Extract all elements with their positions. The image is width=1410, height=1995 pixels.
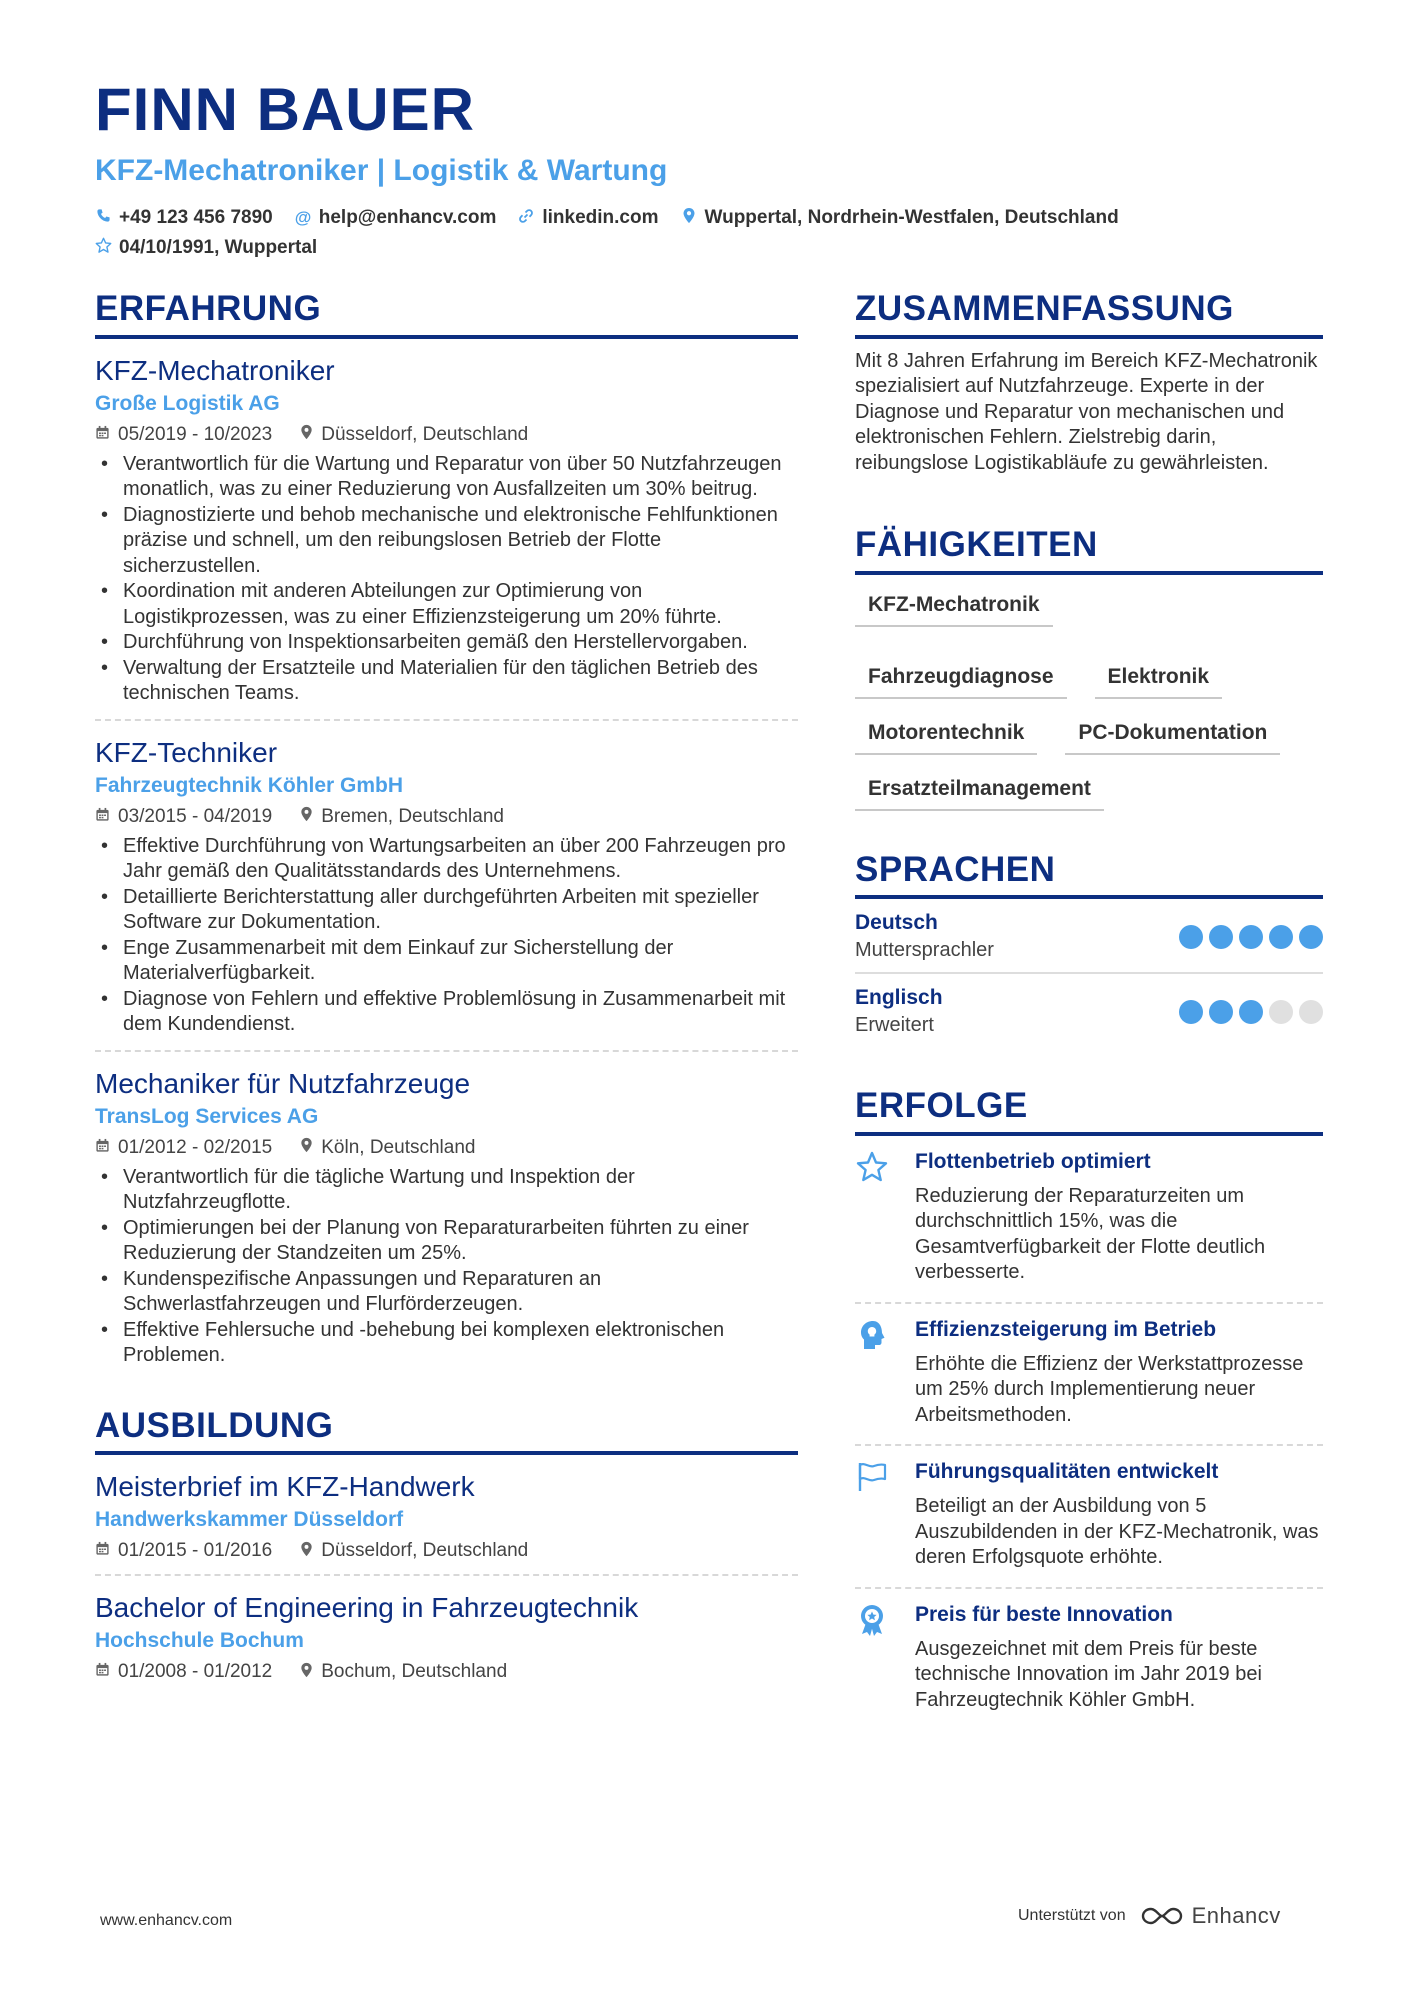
education-location-wrap: [300, 1661, 507, 1683]
job-location: Bremen, Deutschland: [321, 805, 504, 827]
contact-linkedin-text: linkedin.com: [542, 207, 659, 228]
achievement-item: [855, 1136, 1323, 1304]
experience-heading: ERFAHRUNG: [95, 290, 798, 339]
skill-tag: Motorentechnik: [855, 715, 1037, 755]
language-rating: [1179, 925, 1323, 949]
job-bullet: • Verantwortlich für die tägliche Wartung und Inspektion der Nutzfahrzeugflotte.: [95, 1165, 798, 1216]
at-icon: @: [294, 208, 312, 227]
contact-email[interactable]: [295, 206, 497, 230]
company-name: TransLog Services AG: [95, 1104, 319, 1128]
rating-dot-filled: [1269, 925, 1293, 949]
job-bullets: [95, 1165, 798, 1369]
education-heading: AUSBILDUNG: [95, 1407, 798, 1456]
summary-text: Mit 8 Jahren Erfahrung im Bereich KFZ-Mechatronik spezialisiert auf Nutzfahrzeuge. Experte in der Diagnose und Reparatur von mechanischen und elektronischen Fehlern. Zielstrebig darin, reibungslose Logistikabläufe zu gewährleisten.: [855, 349, 1318, 474]
education-dates: 01/2008 - 01/2012: [118, 1661, 273, 1682]
education-location: Düsseldorf, Deutschland: [321, 1540, 529, 1561]
job-location-wrap: [300, 1137, 475, 1159]
rating-dot-filled: [1209, 925, 1233, 949]
achievement-item: [855, 1589, 1323, 1730]
degree-title: Bachelor of Engineering in Fahrzeugtechnik: [95, 1592, 639, 1623]
language-level: Erweitert: [855, 1014, 934, 1036]
star-outline-icon: [855, 1150, 915, 1286]
contact-birth-text: 04/10/1991, Wuppertal: [119, 237, 318, 258]
calendar-icon: [95, 807, 110, 827]
degree-title: Meisterbrief im KFZ-Handwerk: [95, 1471, 475, 1502]
footer-branding: [1018, 1903, 1281, 1929]
job-bullet: • Diagnostizierte und behob mechanische und elektronische Fehlfunktionen präzise und schnell, um den reibungslosen Betrieb der Flotte sicherzustellen.: [95, 503, 798, 580]
school-name: Hochschule Bochum: [95, 1629, 304, 1652]
job-dates: 03/2015 - 04/2019: [118, 805, 273, 827]
contact-phone-text: +49 123 456 7890: [119, 207, 273, 228]
language-name: Deutsch: [855, 911, 938, 934]
achievements-section: [855, 1087, 1323, 1729]
contact-phone[interactable]: [95, 206, 273, 230]
right-column: [855, 290, 1323, 1729]
rating-dot-filled: [1299, 925, 1323, 949]
skill-tag: PC-Dokumentation: [1065, 715, 1280, 755]
candidate-headline: KFZ-Mechatroniker | Logistik & Wartung: [95, 154, 668, 187]
company-name: Fahrzeugtechnik Köhler GmbH: [95, 773, 404, 797]
achievement-body: [915, 1150, 1323, 1286]
skills-list: [855, 587, 1323, 811]
job-location-wrap: [300, 424, 528, 446]
rating-dot-filled: [1179, 925, 1203, 949]
experience-entry: [95, 1052, 798, 1381]
location-pin-icon: [300, 1137, 313, 1158]
job-bullets: [95, 834, 798, 1038]
phone-icon: [95, 208, 111, 228]
job-dates: 05/2019 - 10/2023: [118, 423, 273, 445]
contact-bar: [95, 206, 1345, 260]
achievements-heading: ERFOLGE: [855, 1087, 1323, 1136]
skills-heading: FÄHIGKEITEN: [855, 526, 1323, 575]
powered-by-label: Unterstützt von: [1018, 1907, 1126, 1924]
contact-location-text: Wuppertal, Nordrhein-Westfalen, Deutschland: [704, 207, 1119, 228]
left-column: [95, 290, 798, 1695]
achievement-text: Reduzierung der Reparaturzeiten um durchschnittlich 15%, was die Gesamtverfügbarkeit der Flotte deutlich verbesserte.: [915, 1184, 1266, 1283]
achievement-title: Preis für beste Innovation: [915, 1602, 1173, 1626]
skill-tag: Elektronik: [1095, 659, 1223, 699]
skill-tag: KFZ-Mechatronik: [855, 587, 1053, 627]
education-section: [95, 1407, 798, 1696]
job-bullet: • Koordination mit anderen Abteilungen zur Optimierung von Logistikprozessen, was zu einer Effizienzsteigerung um 20% führte.: [95, 579, 798, 630]
achievement-body: [915, 1603, 1323, 1714]
brand-logo[interactable]: [1140, 1903, 1281, 1929]
education-location: Bochum, Deutschland: [321, 1661, 508, 1682]
achievement-text: Beteiligt an der Ausbildung von 5 Auszubildenden in der KFZ-Mechatronik, was deren Erfolgsquote erhöhte.: [915, 1495, 1319, 1568]
head-bulb-icon: [855, 1318, 915, 1429]
footer-website[interactable]: www.enhancv.com: [100, 1912, 233, 1929]
job-bullet: • Verantwortlich für die Wartung und Reparatur von über 50 Nutzfahrzeugen monatlich, was zu einer Reduzierung von Ausfallzeiten um 30% beitrug.: [95, 452, 798, 503]
job-location: Düsseldorf, Deutschland: [321, 423, 529, 445]
school-name: Handwerkskammer Düsseldorf: [95, 1508, 404, 1531]
location-pin-icon: [300, 1541, 313, 1562]
language-row: [855, 974, 1323, 1047]
contact-location: [681, 206, 1119, 230]
achievement-item: [855, 1304, 1323, 1447]
company-name: Große Logistik AG: [95, 391, 280, 415]
award-icon: [855, 1603, 915, 1714]
language-info: [855, 911, 994, 962]
job-bullet: • Diagnose von Fehlern und effektive Problemlösung in Zusammenarbeit mit dem Kundendienst.: [95, 987, 798, 1038]
job-bullet: • Optimierungen bei der Planung von Reparaturarbeiten führten zu einer Reduzierung der Standzeiten um 25%.: [95, 1216, 798, 1267]
link-icon: [518, 208, 534, 229]
education-entry: [95, 1576, 798, 1695]
location-pin-icon: [300, 806, 313, 827]
job-bullet: • Durchführung von Inspektionsarbeiten gemäß den Herstellervorgaben.: [95, 630, 798, 656]
languages-section: [855, 851, 1323, 1048]
rating-dot-empty: [1299, 1000, 1323, 1024]
achievement-body: [915, 1318, 1323, 1429]
location-pin-icon: [300, 424, 313, 445]
job-dates: 01/2012 - 02/2015: [118, 1136, 273, 1158]
achievement-title: Führungsqualitäten entwickelt: [915, 1460, 1219, 1483]
language-name: Englisch: [855, 986, 943, 1009]
achievement-body: [915, 1460, 1323, 1571]
flag-icon: [855, 1460, 915, 1571]
calendar-icon: [95, 1662, 110, 1682]
contact-linkedin[interactable]: [518, 206, 658, 230]
language-level: Muttersprachler: [855, 939, 994, 961]
job-meta: [95, 424, 798, 446]
job-title: KFZ-Mechatroniker: [95, 354, 335, 386]
star-icon: [95, 237, 111, 259]
education-location-wrap: [300, 1540, 528, 1562]
contact-email-text: help@enhancv.com: [318, 207, 497, 228]
job-title: KFZ-Techniker: [95, 736, 278, 768]
job-location: Köln, Deutschland: [321, 1136, 476, 1158]
job-location-wrap: [300, 806, 504, 828]
job-bullet: • Verwaltung der Ersatzteile und Materialien für den täglichen Betrieb des technischen Teams.: [95, 656, 798, 707]
job-meta: [95, 1137, 798, 1159]
achievement-text: Ausgezeichnet mit dem Preis für beste technische Innovation im Jahr 2019 bei Fahrzeugtechnik Köhler GmbH.: [915, 1637, 1262, 1711]
calendar-icon: [95, 1138, 110, 1158]
location-icon: [681, 207, 697, 229]
education-meta: [95, 1540, 798, 1562]
education-meta: [95, 1661, 798, 1683]
location-pin-icon: [300, 1662, 313, 1683]
experience-entry: [95, 721, 798, 1052]
job-bullet: • Effektive Fehlersuche und -behebung bei komplexen elektronischen Problemen.: [95, 1318, 798, 1369]
rating-dot-filled: [1239, 925, 1263, 949]
education-entry: [95, 1455, 798, 1576]
rating-dot-empty: [1269, 1000, 1293, 1024]
job-bullet: • Kundenspezifische Anpassungen und Reparaturen an Schwerlastfahrzeugen und Flurförderzeugen.: [95, 1267, 798, 1318]
skill-tag: Fahrzeugdiagnose: [855, 659, 1067, 699]
calendar-icon: [95, 425, 110, 445]
achievement-title: Flottenbetrieb optimiert: [915, 1149, 1151, 1173]
achievement-title: Effizienzsteigerung im Betrieb: [915, 1317, 1217, 1341]
achievement-item: [855, 1446, 1323, 1589]
rating-dot-filled: [1179, 1000, 1203, 1024]
candidate-name: FINN BAUER: [95, 76, 475, 143]
language-rating: [1179, 1000, 1323, 1024]
job-bullets: [95, 452, 798, 707]
job-bullet: • Enge Zusammenarbeit mit dem Einkauf zur Sicherstellung der Materialverfügbarkeit.: [95, 936, 798, 987]
job-meta: [95, 806, 798, 828]
skill-tag: Ersatzteilmanagement: [855, 771, 1104, 811]
enhancv-logo-icon: [1140, 1905, 1184, 1927]
brand-name: Enhancv: [1191, 1903, 1281, 1928]
rating-dot-filled: [1239, 1000, 1263, 1024]
language-info: [855, 986, 943, 1037]
job-title: Mechaniker für Nutzfahrzeuge: [95, 1067, 471, 1099]
language-row: [855, 899, 1323, 974]
skills-section: [855, 526, 1323, 811]
languages-heading: SPRACHEN: [855, 851, 1323, 900]
summary-heading: ZUSAMMENFASSUNG: [855, 290, 1323, 339]
contact-birth: [95, 236, 317, 260]
job-bullet: • Effektive Durchführung von Wartungsarbeiten an über 200 Fahrzeugen pro Jahr gemäß den Qualitätsstandards des Unternehmens.: [95, 834, 798, 885]
rating-dot-filled: [1209, 1000, 1233, 1024]
calendar-icon: [95, 1541, 110, 1561]
experience-entry: [95, 339, 798, 721]
achievement-text: Erhöhte die Effizienz der Werkstattprozesse um 25% durch Implementierung neuer Arbeitsmethoden.: [915, 1352, 1304, 1426]
job-bullet: • Detaillierte Berichterstattung aller durchgeführten Arbeiten mit spezieller Software zur Dokumentation.: [95, 885, 798, 936]
education-dates: 01/2015 - 01/2016: [118, 1540, 273, 1561]
